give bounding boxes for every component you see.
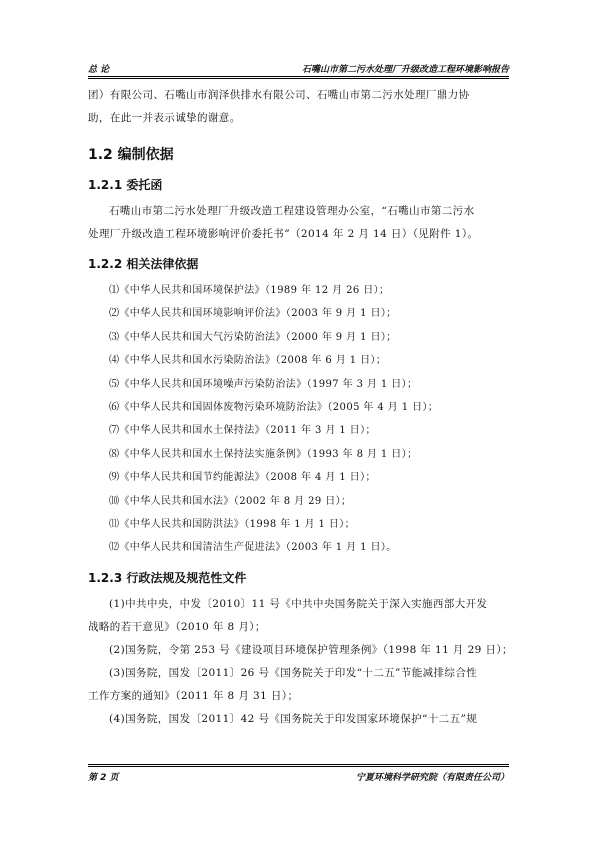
law-item: ⑿《中华人民共和国清洁生产促进法》（2003 年 1 月 1 日）。 [109,542,397,554]
law-item: ⑽《中华人民共和国水法》（2002 年 8 月 29 日）； [109,495,352,507]
section-heading-1-2: 1.2 编制依据 [88,147,174,163]
page-header [88,60,509,76]
regulation-item-1: (1)中共中央，中发〔2010〕11 号《中共中央国务院关于深入实施西部大开发 [109,597,488,610]
law-item: ⑺《中华人民共和国水土保持法》（2011 年 3 月 1 日）； [109,425,376,437]
law-item: ⑹《中华人民共和国固体废物污染环境防治法》（2005 年 4 月 1 日）； [109,402,439,414]
law-item: ⑾《中华人民共和国防洪法》（1998 年 1 月 1 日）； [109,519,356,531]
laws-list [88,279,513,560]
section-heading-1-2-1: 1.2.1 委托函 [88,178,163,192]
law-item: ⑷《中华人民共和国水污染防治法》（2008 年 6 月 1 日）； [109,355,387,367]
law-item: ⑼《中华人民共和国节约能源法》（2008 年 4 月 1 日）； [109,472,376,484]
page-footer [88,768,509,784]
footer-rule-thin [88,764,509,765]
regulation-item-4: (4)国务院，国发〔2011〕42 号《国务院关于印发国家环境保护“十二五”规 [109,712,478,725]
footer-organization: 宁夏环境科学研究院（有限责任公司） [355,773,509,783]
header-chapter: 总 论 [88,65,110,75]
section-heading-1-2-2: 1.2.2 相关法律依据 [88,257,199,271]
law-item: ⑸《中华人民共和国环境噪声污染防治法》（1997 年 3 月 1 日）； [109,378,418,390]
page-number: 第 2 页 [88,773,119,783]
law-item: ⑵《中华人民共和国环境影响评价法》（2003 年 9 月 1 日）； [109,308,397,320]
header-report-title: 石嘴山市第二污水处理厂升级改造工程环境影响报告 [301,65,509,75]
footer-rule [88,766,509,767]
law-item: ⑻《中华人民共和国水土保持法实施条例》（1993 年 8 月 1 日）； [109,448,418,460]
law-item: ⑴《中华人民共和国环境保护法》（1989 年 12 月 26 日）； [109,285,390,296]
regulation-item-3: (3)国务院，国发〔2011〕26 号《国务院关于印发“十二五”节能减排综合性 [109,666,478,679]
intro-line: 助，在此一并表示诚挚的谢意。 [88,112,241,124]
law-item: ⑶《中华人民共和国大气污染防治法》（2000 年 9 月 1 日）； [109,331,397,343]
commission-paragraph-cont: 处理厂升级改造工程环境影响评价委托书”（2014 年 2 月 14 日）（见附件 1）。 [88,228,479,240]
regulation-item-1-cont: 战略的若干意见》（2010 年 8 月）； [88,620,266,633]
regulation-item-2: (2)国务院，令第 253 号《建设项目环境保护管理条例》（1998 年 11 月 29 日）； [109,643,513,656]
header-rule-thin [88,78,509,79]
commission-paragraph: 石嘴山市第二污水处理厂升级改造工程建设管理办公室，“石嘴山市第二污水 [109,205,475,217]
header-rule [88,76,509,77]
regulation-item-3-cont: 工作方案的通知》（2011 年 8 月 31 日）； [88,689,299,702]
intro-line: 团）有限公司、石嘴山市润泽供排水有限公司、石嘴山市第二污水处理厂鼎力协 [88,89,470,101]
section-heading-1-2-3: 1.2.3 行政法规及规范性文件 [88,570,247,585]
page-body [88,84,513,731]
